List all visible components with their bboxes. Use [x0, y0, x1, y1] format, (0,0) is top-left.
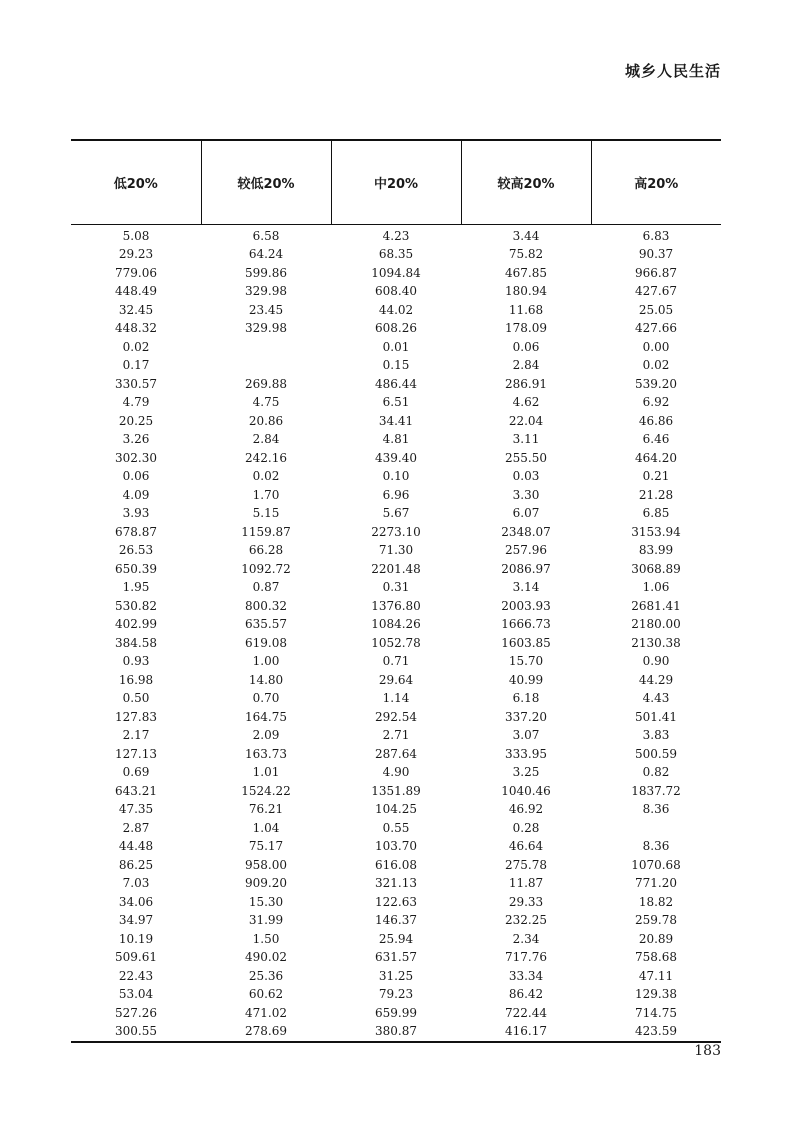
table-cell: 539.20 — [635, 376, 677, 391]
table-cell: 4.81 — [382, 432, 410, 446]
table-cell: 2273.10 — [371, 524, 421, 539]
table-cell: 678.87 — [115, 524, 157, 539]
table-cell: 2.09 — [252, 728, 280, 742]
table-cell: 1.14 — [382, 691, 410, 705]
table-cell: 29.33 — [508, 894, 544, 909]
table-cell: 46.64 — [508, 839, 544, 853]
table-cell: 46.86 — [638, 413, 674, 428]
table-row — [71, 1004, 721, 1023]
table-cell: 44.29 — [638, 672, 674, 687]
table-cell: 60.62 — [248, 987, 284, 1001]
table-cell: 1.70 — [252, 487, 280, 502]
table-cell: 44.48 — [118, 839, 154, 853]
table-cell: 0.71 — [382, 654, 410, 668]
table-row — [71, 224, 721, 245]
column-header-higher-20: 较高20% — [461, 140, 591, 224]
table-cell: 7.03 — [122, 876, 150, 890]
table-cell: 0.00 — [642, 339, 670, 354]
table-cell: 18.82 — [638, 894, 674, 909]
table-row — [71, 393, 721, 412]
table-cell: 6.18 — [512, 691, 540, 705]
table-cell: 0.21 — [642, 469, 670, 483]
table-cell: 33.34 — [508, 968, 544, 983]
column-header-lower-20: 较低20% — [201, 140, 331, 224]
table-cell: 6.96 — [382, 487, 410, 502]
table-cell: 32.45 — [118, 302, 154, 317]
table-cell: 958.00 — [245, 857, 287, 872]
table-cell: 608.40 — [375, 284, 417, 298]
table-cell: 104.25 — [375, 802, 417, 816]
table-row — [71, 689, 721, 708]
table-cell: 1.50 — [252, 931, 280, 946]
table-cell: 722.44 — [505, 1005, 547, 1020]
table-row — [71, 893, 721, 912]
table-cell: 11.87 — [508, 876, 544, 890]
table-cell: 11.68 — [508, 302, 544, 317]
table-cell: 0.70 — [252, 691, 280, 705]
table-cell: 79.23 — [378, 987, 414, 1001]
table-cell: 1094.84 — [371, 265, 421, 280]
table-row — [71, 449, 721, 468]
table-row — [71, 375, 721, 394]
table-cell: 448.49 — [115, 284, 157, 298]
table-cell: 2003.93 — [501, 598, 551, 613]
table-row — [71, 338, 721, 357]
table-cell: 5.67 — [382, 506, 410, 520]
table-cell: 0.17 — [122, 358, 150, 372]
table-cell: 0.69 — [122, 765, 150, 779]
table-row — [71, 800, 721, 819]
header-row — [71, 140, 721, 224]
table-row — [71, 985, 721, 1004]
table-row — [71, 671, 721, 690]
table-row — [71, 301, 721, 320]
table-cell: 75.17 — [248, 839, 284, 853]
table-cell: 47.35 — [118, 802, 154, 816]
table-cell: 714.75 — [635, 1005, 677, 1020]
table-row — [71, 634, 721, 653]
table-row — [71, 412, 721, 431]
table-cell: 619.08 — [245, 635, 287, 650]
table-cell: 242.16 — [245, 450, 287, 465]
table-cell: 717.76 — [505, 950, 547, 964]
table-cell: 4.43 — [642, 691, 670, 705]
table-cell: 758.68 — [635, 950, 677, 964]
table-cell: 22.43 — [118, 968, 154, 983]
column-header-highest-20: 高20% — [591, 140, 721, 224]
table-cell: 31.99 — [248, 913, 284, 927]
table-cell: 0.15 — [382, 358, 410, 372]
table-cell: 0.90 — [642, 654, 670, 668]
table-cell: 635.57 — [245, 617, 287, 631]
table-row — [71, 763, 721, 782]
table-cell: 6.58 — [252, 228, 280, 243]
table-cell: 66.28 — [248, 543, 284, 557]
table-cell: 34.97 — [118, 913, 154, 927]
table-cell: 46.92 — [508, 802, 544, 816]
table-body — [71, 224, 721, 1042]
table-row — [71, 467, 721, 486]
table-cell: 490.02 — [245, 950, 287, 964]
table-cell: 329.98 — [245, 321, 287, 335]
table-cell: 15.30 — [248, 894, 284, 909]
table-cell: 2.84 — [252, 432, 280, 446]
table-cell: 501.41 — [635, 709, 677, 724]
table-cell: 0.87 — [252, 580, 280, 594]
table-cell: 1092.72 — [241, 561, 291, 576]
table-cell: 146.37 — [375, 913, 417, 927]
table-cell: 4.75 — [252, 395, 280, 409]
table-row — [71, 708, 721, 727]
table-cell: 90.37 — [638, 247, 674, 261]
table-row — [71, 319, 721, 338]
table-cell: 1603.85 — [501, 635, 551, 650]
table-cell: 800.32 — [245, 598, 287, 613]
table-row — [71, 356, 721, 375]
table-cell: 779.06 — [115, 265, 157, 280]
table-cell: 178.09 — [505, 321, 547, 335]
table-row — [71, 782, 721, 801]
table-cell: 2681.41 — [631, 598, 681, 613]
table-cell: 16.98 — [118, 672, 154, 687]
table-cell: 0.06 — [512, 339, 540, 354]
table-cell: 3.93 — [122, 506, 150, 520]
table-row — [71, 264, 721, 283]
table-cell: 1351.89 — [371, 783, 421, 798]
table-row — [71, 874, 721, 893]
table-row — [71, 930, 721, 949]
table-cell: 1052.78 — [371, 635, 421, 650]
table-cell: 6.83 — [642, 228, 670, 243]
table-cell: 0.82 — [642, 765, 670, 779]
table-cell: 0.55 — [382, 820, 410, 835]
table-cell: 5.15 — [252, 506, 280, 520]
table-cell: 509.61 — [115, 950, 157, 964]
table-cell: 0.93 — [122, 654, 150, 668]
table-row — [71, 486, 721, 505]
table-cell: 4.62 — [512, 395, 540, 409]
table-row — [71, 819, 721, 838]
table-cell: 34.06 — [118, 894, 154, 909]
table-cell: 1.04 — [252, 820, 280, 835]
table-cell: 486.44 — [375, 376, 417, 391]
table-cell: 0.50 — [122, 691, 150, 705]
table-cell: 83.99 — [638, 543, 674, 557]
page-number: 183 — [694, 1043, 721, 1059]
table-cell: 286.91 — [505, 376, 547, 391]
table-row — [71, 541, 721, 560]
table-cell: 2.71 — [382, 728, 410, 742]
table-cell: 275.78 — [505, 857, 547, 872]
table-cell: 0.03 — [512, 469, 540, 483]
table-cell: 164.75 — [245, 709, 287, 724]
table-cell: 427.66 — [635, 321, 677, 335]
table-cell: 427.67 — [635, 284, 677, 298]
table-cell: 29.64 — [378, 672, 414, 687]
table-cell: 1070.68 — [631, 857, 681, 872]
table-cell: 966.87 — [635, 265, 677, 280]
table-cell: 4.79 — [122, 395, 150, 409]
table-cell: 0.31 — [382, 580, 410, 594]
table-cell: 2086.97 — [501, 561, 551, 576]
table-cell: 527.26 — [115, 1005, 157, 1020]
table-cell: 439.40 — [375, 450, 417, 465]
table-row — [71, 245, 721, 264]
table-cell: 300.55 — [71, 1022, 201, 1042]
table-cell: 129.38 — [635, 987, 677, 1001]
table-cell: 44.02 — [378, 302, 414, 317]
table-row — [71, 967, 721, 986]
table-cell: 8.36 — [642, 802, 670, 816]
table-cell: 3.14 — [512, 580, 540, 594]
table-cell: 599.86 — [245, 265, 287, 280]
table-cell: 2.84 — [512, 358, 540, 372]
table-cell: 643.21 — [115, 783, 157, 798]
table-cell: 530.82 — [115, 598, 157, 613]
table-cell: 257.96 — [505, 543, 547, 557]
table-cell: 269.88 — [245, 376, 287, 391]
table-cell: 259.78 — [635, 913, 677, 927]
table-cell: 31.25 — [378, 968, 414, 983]
table-cell: 20.89 — [638, 931, 674, 946]
table-cell: 0.28 — [512, 820, 540, 835]
running-head: 城乡人民生活 — [624, 62, 721, 80]
table-cell: 4.09 — [122, 487, 150, 502]
table-cell: 76.21 — [248, 802, 284, 816]
table-cell: 29.23 — [118, 247, 154, 261]
table-cell: 0.10 — [382, 469, 410, 483]
table-cell: 2.34 — [512, 931, 540, 946]
table-cell: 448.32 — [115, 321, 157, 335]
table-row — [71, 430, 721, 449]
table-cell: 0.02 — [252, 469, 280, 483]
table-cell: 122.63 — [375, 894, 417, 909]
table-cell: 329.98 — [245, 284, 287, 298]
table-cell: 3.83 — [642, 728, 670, 742]
table-cell: 384.58 — [115, 635, 157, 650]
table-row — [71, 615, 721, 634]
table-cell: 2201.48 — [371, 561, 421, 576]
table-cell: 1.00 — [252, 654, 280, 668]
table-row — [71, 911, 721, 930]
table-row — [71, 597, 721, 616]
table-cell: 302.30 — [115, 450, 157, 465]
table-row — [71, 578, 721, 597]
table-cell — [201, 356, 331, 375]
table-cell: 333.95 — [505, 746, 547, 761]
column-header-lowest-20: 低20% — [71, 140, 201, 224]
table-cell: 6.85 — [642, 506, 670, 520]
table-row — [71, 726, 721, 745]
table-cell: 86.42 — [508, 987, 544, 1001]
table-cell: 180.94 — [505, 284, 547, 298]
table-cell: 20.86 — [248, 413, 284, 428]
table-cell: 2348.07 — [501, 524, 551, 539]
table-cell: 467.85 — [505, 265, 547, 280]
table-row — [71, 948, 721, 967]
table-cell: 616.08 — [375, 857, 417, 872]
table-cell: 330.57 — [115, 376, 157, 391]
table-cell: 71.30 — [378, 543, 414, 557]
table-cell: 103.70 — [375, 839, 417, 853]
table-cell: 1.01 — [252, 765, 280, 779]
table-cell: 416.17 — [461, 1022, 591, 1042]
table-cell: 423.59 — [591, 1022, 721, 1042]
table-cell: 464.20 — [635, 450, 677, 465]
table-cell: 3.25 — [512, 765, 540, 779]
table-cell: 6.46 — [642, 432, 670, 446]
table-cell: 0.02 — [642, 358, 670, 372]
table-cell: 402.99 — [115, 617, 157, 631]
table-cell: 14.80 — [248, 672, 284, 687]
table-cell: 127.83 — [115, 709, 157, 724]
table-row — [71, 523, 721, 542]
table-cell: 292.54 — [375, 709, 417, 724]
table-cell: 4.23 — [382, 228, 410, 243]
table-cell: 64.24 — [248, 247, 284, 261]
table-cell: 20.25 — [118, 413, 154, 428]
table-cell: 2.87 — [122, 820, 150, 835]
table-row — [71, 856, 721, 875]
table-cell: 232.25 — [505, 913, 547, 927]
table-cell: 650.39 — [115, 561, 157, 576]
table-cell: 25.36 — [248, 968, 284, 983]
table-cell: 5.08 — [122, 228, 150, 243]
table-cell: 4.90 — [382, 765, 410, 779]
table-cell: 1376.80 — [371, 598, 421, 613]
table-cell: 53.04 — [118, 987, 154, 1001]
table-cell: 1.95 — [122, 580, 150, 594]
table-cell: 86.25 — [118, 857, 154, 872]
table-cell: 3.44 — [512, 228, 540, 243]
table-cell: 0.06 — [122, 469, 150, 483]
table-cell: 1040.46 — [501, 783, 551, 798]
table-cell: 380.87 — [331, 1022, 461, 1042]
table-cell: 1084.26 — [371, 617, 421, 631]
table-row — [71, 837, 721, 856]
table-cell: 255.50 — [505, 450, 547, 465]
table-cell: 1.06 — [642, 580, 670, 594]
table-row — [71, 1022, 721, 1042]
table-cell: 21.28 — [638, 487, 674, 502]
table-cell: 659.99 — [375, 1005, 417, 1020]
table-cell: 1159.87 — [241, 524, 291, 539]
table-cell: 6.07 — [512, 506, 540, 520]
table-cell: 23.45 — [248, 302, 284, 317]
table-cell: 26.53 — [118, 543, 154, 557]
income-quintile-table — [71, 139, 721, 1043]
column-header-middle-20: 中20% — [331, 140, 461, 224]
table-cell: 321.13 — [375, 876, 417, 890]
table-cell — [201, 338, 331, 357]
table-cell: 500.59 — [635, 746, 677, 761]
table-cell: 1666.73 — [501, 617, 551, 631]
table-cell — [591, 819, 721, 838]
table-cell: 1837.72 — [631, 783, 681, 798]
table-row — [71, 282, 721, 301]
table-cell: 8.36 — [642, 839, 670, 853]
table-cell: 608.26 — [375, 321, 417, 335]
table-row — [71, 745, 721, 764]
table-cell: 0.01 — [382, 339, 410, 354]
table-cell: 3.26 — [122, 432, 150, 446]
table-cell: 909.20 — [245, 876, 287, 890]
table-cell: 3153.94 — [631, 524, 681, 539]
table-cell: 25.94 — [378, 931, 414, 946]
table-cell: 2180.00 — [631, 617, 681, 631]
table-cell: 3.11 — [512, 432, 540, 446]
table-cell: 471.02 — [245, 1005, 287, 1020]
table-cell: 15.70 — [508, 654, 544, 668]
table-cell: 68.35 — [378, 247, 414, 261]
table-cell: 127.13 — [115, 746, 157, 761]
table-row — [71, 560, 721, 579]
table-cell: 10.19 — [118, 931, 154, 946]
table-cell: 25.05 — [638, 302, 674, 317]
table-cell: 6.51 — [382, 395, 410, 409]
table-cell: 40.99 — [508, 672, 544, 687]
table-cell: 3068.89 — [631, 561, 681, 576]
table-cell: 34.41 — [378, 413, 414, 428]
table-cell: 771.20 — [635, 876, 677, 890]
table-cell: 3.30 — [512, 487, 540, 502]
table-header — [71, 140, 721, 224]
table-cell: 6.92 — [642, 395, 670, 409]
table-cell: 2130.38 — [631, 635, 681, 650]
table-row — [71, 652, 721, 671]
table-cell: 75.82 — [508, 247, 544, 261]
table-cell: 278.69 — [201, 1022, 331, 1042]
table-row — [71, 504, 721, 523]
table-cell: 1524.22 — [241, 783, 291, 798]
table-cell: 22.04 — [508, 413, 544, 428]
table-cell: 287.64 — [375, 746, 417, 761]
table-cell: 47.11 — [638, 968, 674, 983]
table-cell: 3.07 — [512, 728, 540, 742]
table-cell: 163.73 — [245, 746, 287, 761]
table-cell: 2.17 — [122, 728, 150, 742]
table-cell: 631.57 — [375, 950, 417, 964]
table-cell: 0.02 — [122, 339, 150, 354]
table-cell: 337.20 — [505, 709, 547, 724]
